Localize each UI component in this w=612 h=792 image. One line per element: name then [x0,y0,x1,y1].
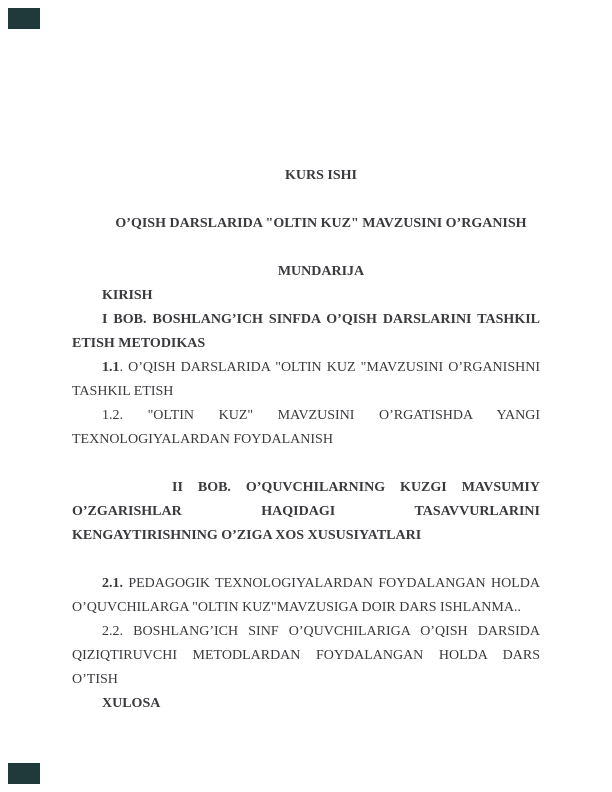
blank-line [72,548,540,572]
list-number: 1.1 [102,360,120,375]
doc-line: 2.2. BOSHLANG’ICH SINF O’QUVCHILARIGA O’QISH DARSIDA [102,624,540,639]
doc-line: KENGAYTIRISHNING O’ZIGA XOS XUSUSIYATLARI [72,528,422,543]
doc-line: XULOSA [102,696,161,711]
blank-line [72,236,540,260]
doc-line: II BOB. O’QUVCHILARNING KUZGI MAVSUMIY [172,480,540,495]
doc-line: I BOB. BOSHLANG’ICH SINFDA O’QISH DARSLARINI TASHKIL [102,312,540,327]
blank-line [72,188,540,212]
scan-registration-mark-top-left [8,8,40,29]
doc-line: KURS ISHI [285,168,357,183]
doc-line: TASHKIL ETISH [72,384,174,399]
doc-line: MUNDARIJA [277,264,365,279]
doc-line: QIZIQTIRUVCHI METODLARDAN FOYDALANGAN HOLDA DARS [72,648,540,663]
doc-line-text: . O’QISH DARSLARIDA "OLTIN KUZ "MAVZUSINI O’RGANISHNI [119,360,540,375]
doc-line: O’QUVCHILARGA "OLTIN KUZ"MAVZUSIGA DOIR DARS ISHLANMA.. [72,600,521,615]
doc-line: TEXNOLOGIYALARDAN FOYDALANISH [72,432,333,447]
doc-line: O’ZGARISHLAR HAQIDAGI TASAVVURLARINI [72,504,540,519]
doc-line-text: PEDAGOGIK TEXNOLOGIYALARDAN FOYDALANGAN HOLDA [123,576,540,591]
doc-line: O’QISH DARSLARIDA "OLTIN KUZ" MAVZUSINI O’RGANISH [115,216,527,231]
doc-line: O’TISH [72,672,118,687]
blank-line [72,452,540,476]
doc-line [72,356,540,380]
doc-line: ETISH METODIKAS [72,336,206,351]
doc-line: 1.2. "OLTIN KUZ" MAVZUSINI O’RGATISHDA YANGI [102,408,540,423]
document-lines [72,164,540,716]
list-number: 2.1. [102,576,123,591]
scan-registration-mark-bottom-left [8,763,40,784]
doc-line: KIRISH [102,288,153,303]
doc-line [72,572,540,596]
